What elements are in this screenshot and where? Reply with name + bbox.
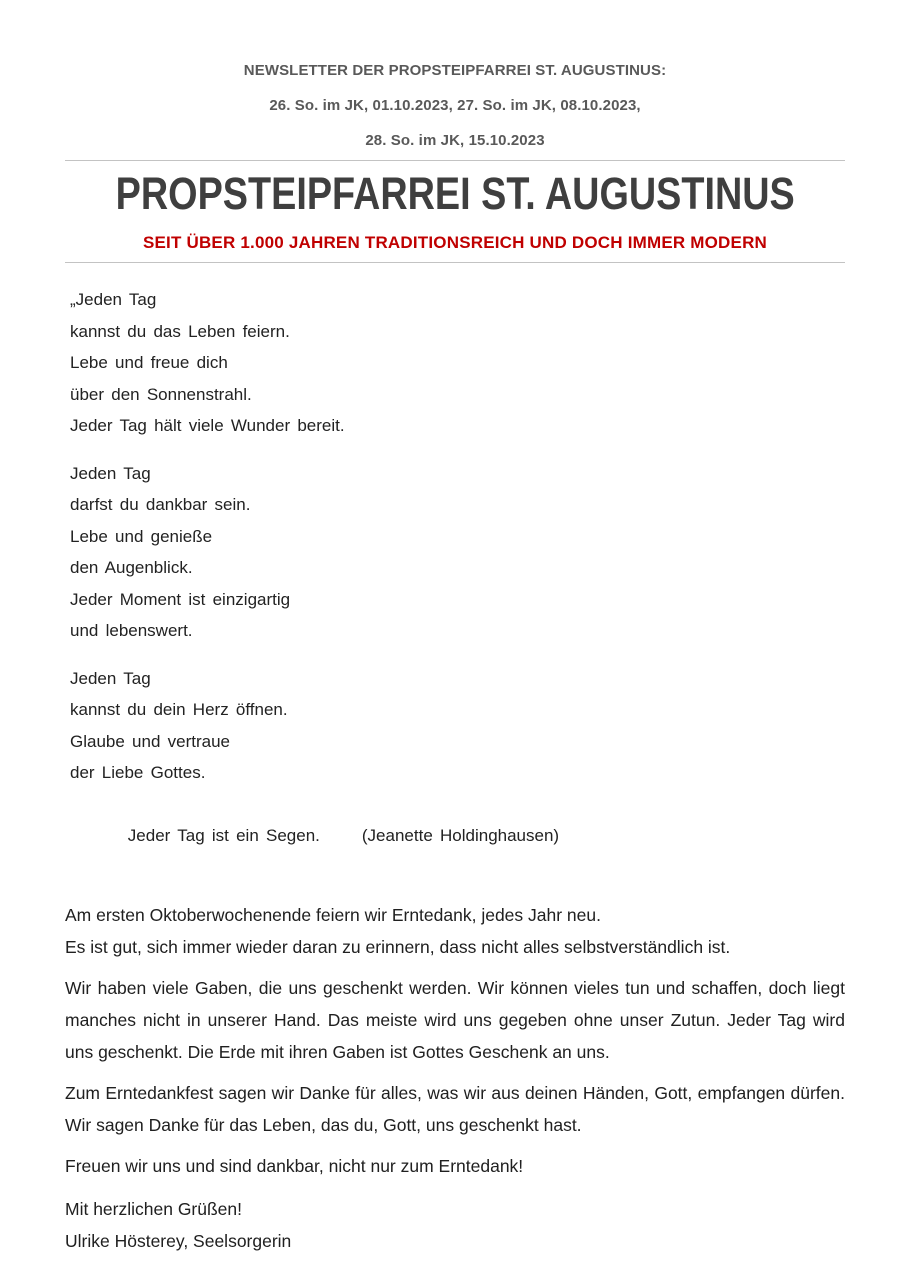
poem-stanza-3 <box>70 663 845 884</box>
poem-stanza-2 <box>70 458 845 647</box>
newsletter-header <box>65 53 845 158</box>
poem-line: Jeden Tag <box>70 463 151 483</box>
closing-signature: Ulrike Hösterey, Seelsorgerin <box>65 1231 292 1251</box>
body-line: Es ist gut, sich immer wieder daran zu erinnern, dass nicht alles selbstverständlich ist. <box>65 937 731 957</box>
poem-attribution: (Jeanette Holdinghausen) <box>361 826 560 845</box>
poem-line: Glaube und vertraue <box>70 731 230 751</box>
paragraph-gaben: Wir haben viele Gaben, die uns geschenkt werden. Wir können vieles tun und schaffen, doch liegt manches nicht in unserer Hand. Das meiste wird uns gegeben ohne unser Zutun. Jeder Tag wird uns geschenkt. Die Erde mit ihren Gaben ist Gottes Geschenk an uns. <box>65 978 845 1062</box>
page-title: PROPSTEIPFARREI ST. AUGUSTINUS <box>115 168 795 219</box>
newsletter-header-line-2: 26. So. im JK, 01.10.2023, 27. So. im JK, 08.10.2023, <box>269 97 641 114</box>
poem-line: den Augenblick. <box>70 558 193 577</box>
poem-last-line <box>70 789 845 884</box>
divider-under-title <box>65 262 845 263</box>
closing-greeting: Mit herzlichen Grüßen! <box>65 1199 243 1219</box>
closing-block <box>65 1193 845 1257</box>
poem-line: Jeder Tag hält viele Wunder bereit. <box>70 416 345 435</box>
poem-line: Lebe und freue dich <box>70 353 228 372</box>
newsletter-header-line-1: NEWSLETTER DER PROPSTEIPFARREI ST. AUGUSTINUS: <box>243 62 667 79</box>
body-line: Am ersten Oktoberwochenende feiern wir Erntedank, jedes Jahr neu. <box>65 905 601 925</box>
poem-line: der Liebe Gottes. <box>70 763 206 782</box>
masthead <box>65 168 845 220</box>
poem-line: Jeder Moment ist einzigartig <box>70 589 291 609</box>
divider-top <box>65 160 845 161</box>
poem-line: Jeder Tag ist ein Segen. <box>127 826 320 845</box>
paragraph-danke: Zum Erntedankfest sagen wir Danke für alles, was wir aus deinen Händen, Gott, empfangen dürfen. Wir sagen Danke für das Leben, das du, Gott, uns geschenkt hast. <box>65 1083 845 1135</box>
poem-line: kannst du das Leben feiern. <box>70 321 290 341</box>
poem-line: und lebenswert. <box>70 621 193 640</box>
poem-stanza-1 <box>70 284 845 442</box>
poem <box>65 284 845 883</box>
poem-line: über den Sonnenstrahl. <box>70 384 252 404</box>
poem-line: darfst du dankbar sein. <box>70 495 251 514</box>
page-subtitle: SEIT ÜBER 1.000 JAHREN TRADITIONSREICH UND DOCH IMMER MODERN <box>142 233 768 252</box>
poem-line: „Jeden Tag <box>70 290 157 309</box>
body-text <box>65 899 845 1257</box>
poem-line: Jeden Tag <box>70 668 151 688</box>
newsletter-header-line-3: 28. So. im JK, 15.10.2023 <box>365 132 545 149</box>
poem-line: Lebe und genieße <box>70 526 213 546</box>
paragraph-erntedank-intro <box>65 899 845 963</box>
paragraph-freuen: Freuen wir uns und sind dankbar, nicht nur zum Erntedank! <box>65 1156 524 1176</box>
poem-line: kannst du dein Herz öffnen. <box>70 700 288 719</box>
